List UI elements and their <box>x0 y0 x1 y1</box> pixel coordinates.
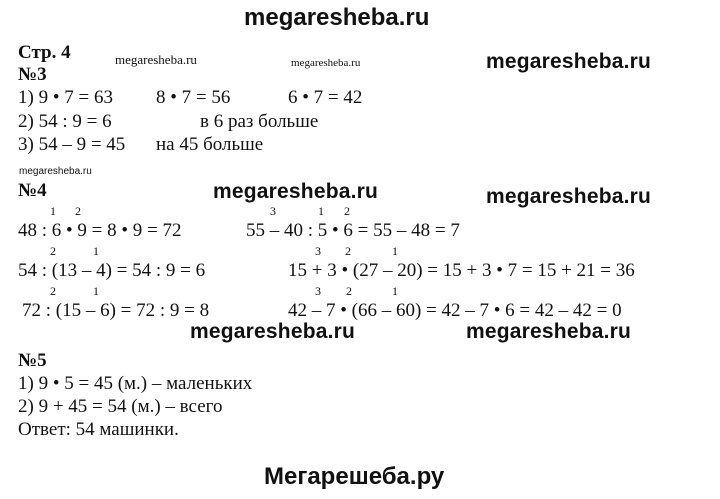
watermark-small: megaresheba.ru <box>115 52 197 67</box>
task3-line3-b: на 45 больше <box>156 134 264 155</box>
watermark-small: megaresheba.ru <box>291 57 361 69</box>
task4-equation-3: 54 : (13 – 4) = 54 : 9 = 6 <box>18 260 206 281</box>
operation-order-number: 1 <box>318 204 324 218</box>
task5-title: №5 <box>18 350 47 371</box>
page-label: Стр. 4 <box>18 42 71 63</box>
task4-equation-5: 72 : (15 – 6) = 72 : 9 = 8 <box>22 300 210 321</box>
operation-order-number: 2 <box>75 204 81 218</box>
task5-line1: 1) 9 • 5 = 45 (м.) – маленьких <box>18 373 253 394</box>
task3-line3-a: 3) 54 – 9 = 45 <box>18 134 126 155</box>
task3-title: №3 <box>18 64 47 85</box>
task4-equation-1: 48 : 6 • 9 = 8 • 9 = 72 <box>18 220 182 241</box>
task4-title: №4 <box>18 180 47 201</box>
watermark-large: megaresheba.ru <box>486 50 652 73</box>
task4-equation-4: 15 + 3 • (27 – 20) = 15 + 3 • 7 = 15 + 21 = 36 <box>288 260 635 281</box>
operation-order-number: 2 <box>344 204 350 218</box>
task3-line1-c: 6 • 7 = 42 <box>288 87 363 108</box>
task5-answer: Ответ: 54 машинки. <box>18 419 179 440</box>
operation-order-number: 2 <box>345 244 351 258</box>
task4-equation-6: 42 – 7 • (66 – 60) = 42 – 7 • 6 = 42 – 42 = 0 <box>288 300 622 321</box>
operation-order-number: 2 <box>346 284 352 298</box>
watermark-footer: Мегарешеба.ру <box>264 463 445 490</box>
task3-line2-b: в 6 раз больше <box>200 111 319 132</box>
operation-order-number: 3 <box>315 244 321 258</box>
operation-order-number: 1 <box>50 204 56 218</box>
operation-order-number: 3 <box>270 204 276 218</box>
operation-order-number: 2 <box>50 244 56 258</box>
operation-order-number: 1 <box>93 284 99 298</box>
task4-equation-2: 55 – 40 : 5 • 6 = 55 – 48 = 7 <box>246 220 460 241</box>
operation-order-number: 1 <box>93 244 99 258</box>
task3-line2-a: 2) 54 : 9 = 6 <box>18 111 112 132</box>
watermark-tiny: megaresheba.ru <box>19 166 92 177</box>
task5-line2: 2) 9 + 45 = 54 (м.) – всего <box>18 396 223 417</box>
task3-line1-a: 1) 9 • 7 = 63 <box>18 87 113 108</box>
operation-order-number: 3 <box>315 284 321 298</box>
watermark-header: megaresheba.ru <box>244 4 430 31</box>
task3-line1-b: 8 • 7 = 56 <box>156 87 231 108</box>
watermark-large: megaresheba.ru <box>190 320 356 343</box>
watermark-large: megaresheba.ru <box>213 180 379 203</box>
operation-order-number: 1 <box>392 284 398 298</box>
operation-order-number: 1 <box>392 244 398 258</box>
operation-order-number: 2 <box>50 284 56 298</box>
watermark-large: megaresheba.ru <box>466 320 632 343</box>
watermark-large: megaresheba.ru <box>486 185 652 208</box>
